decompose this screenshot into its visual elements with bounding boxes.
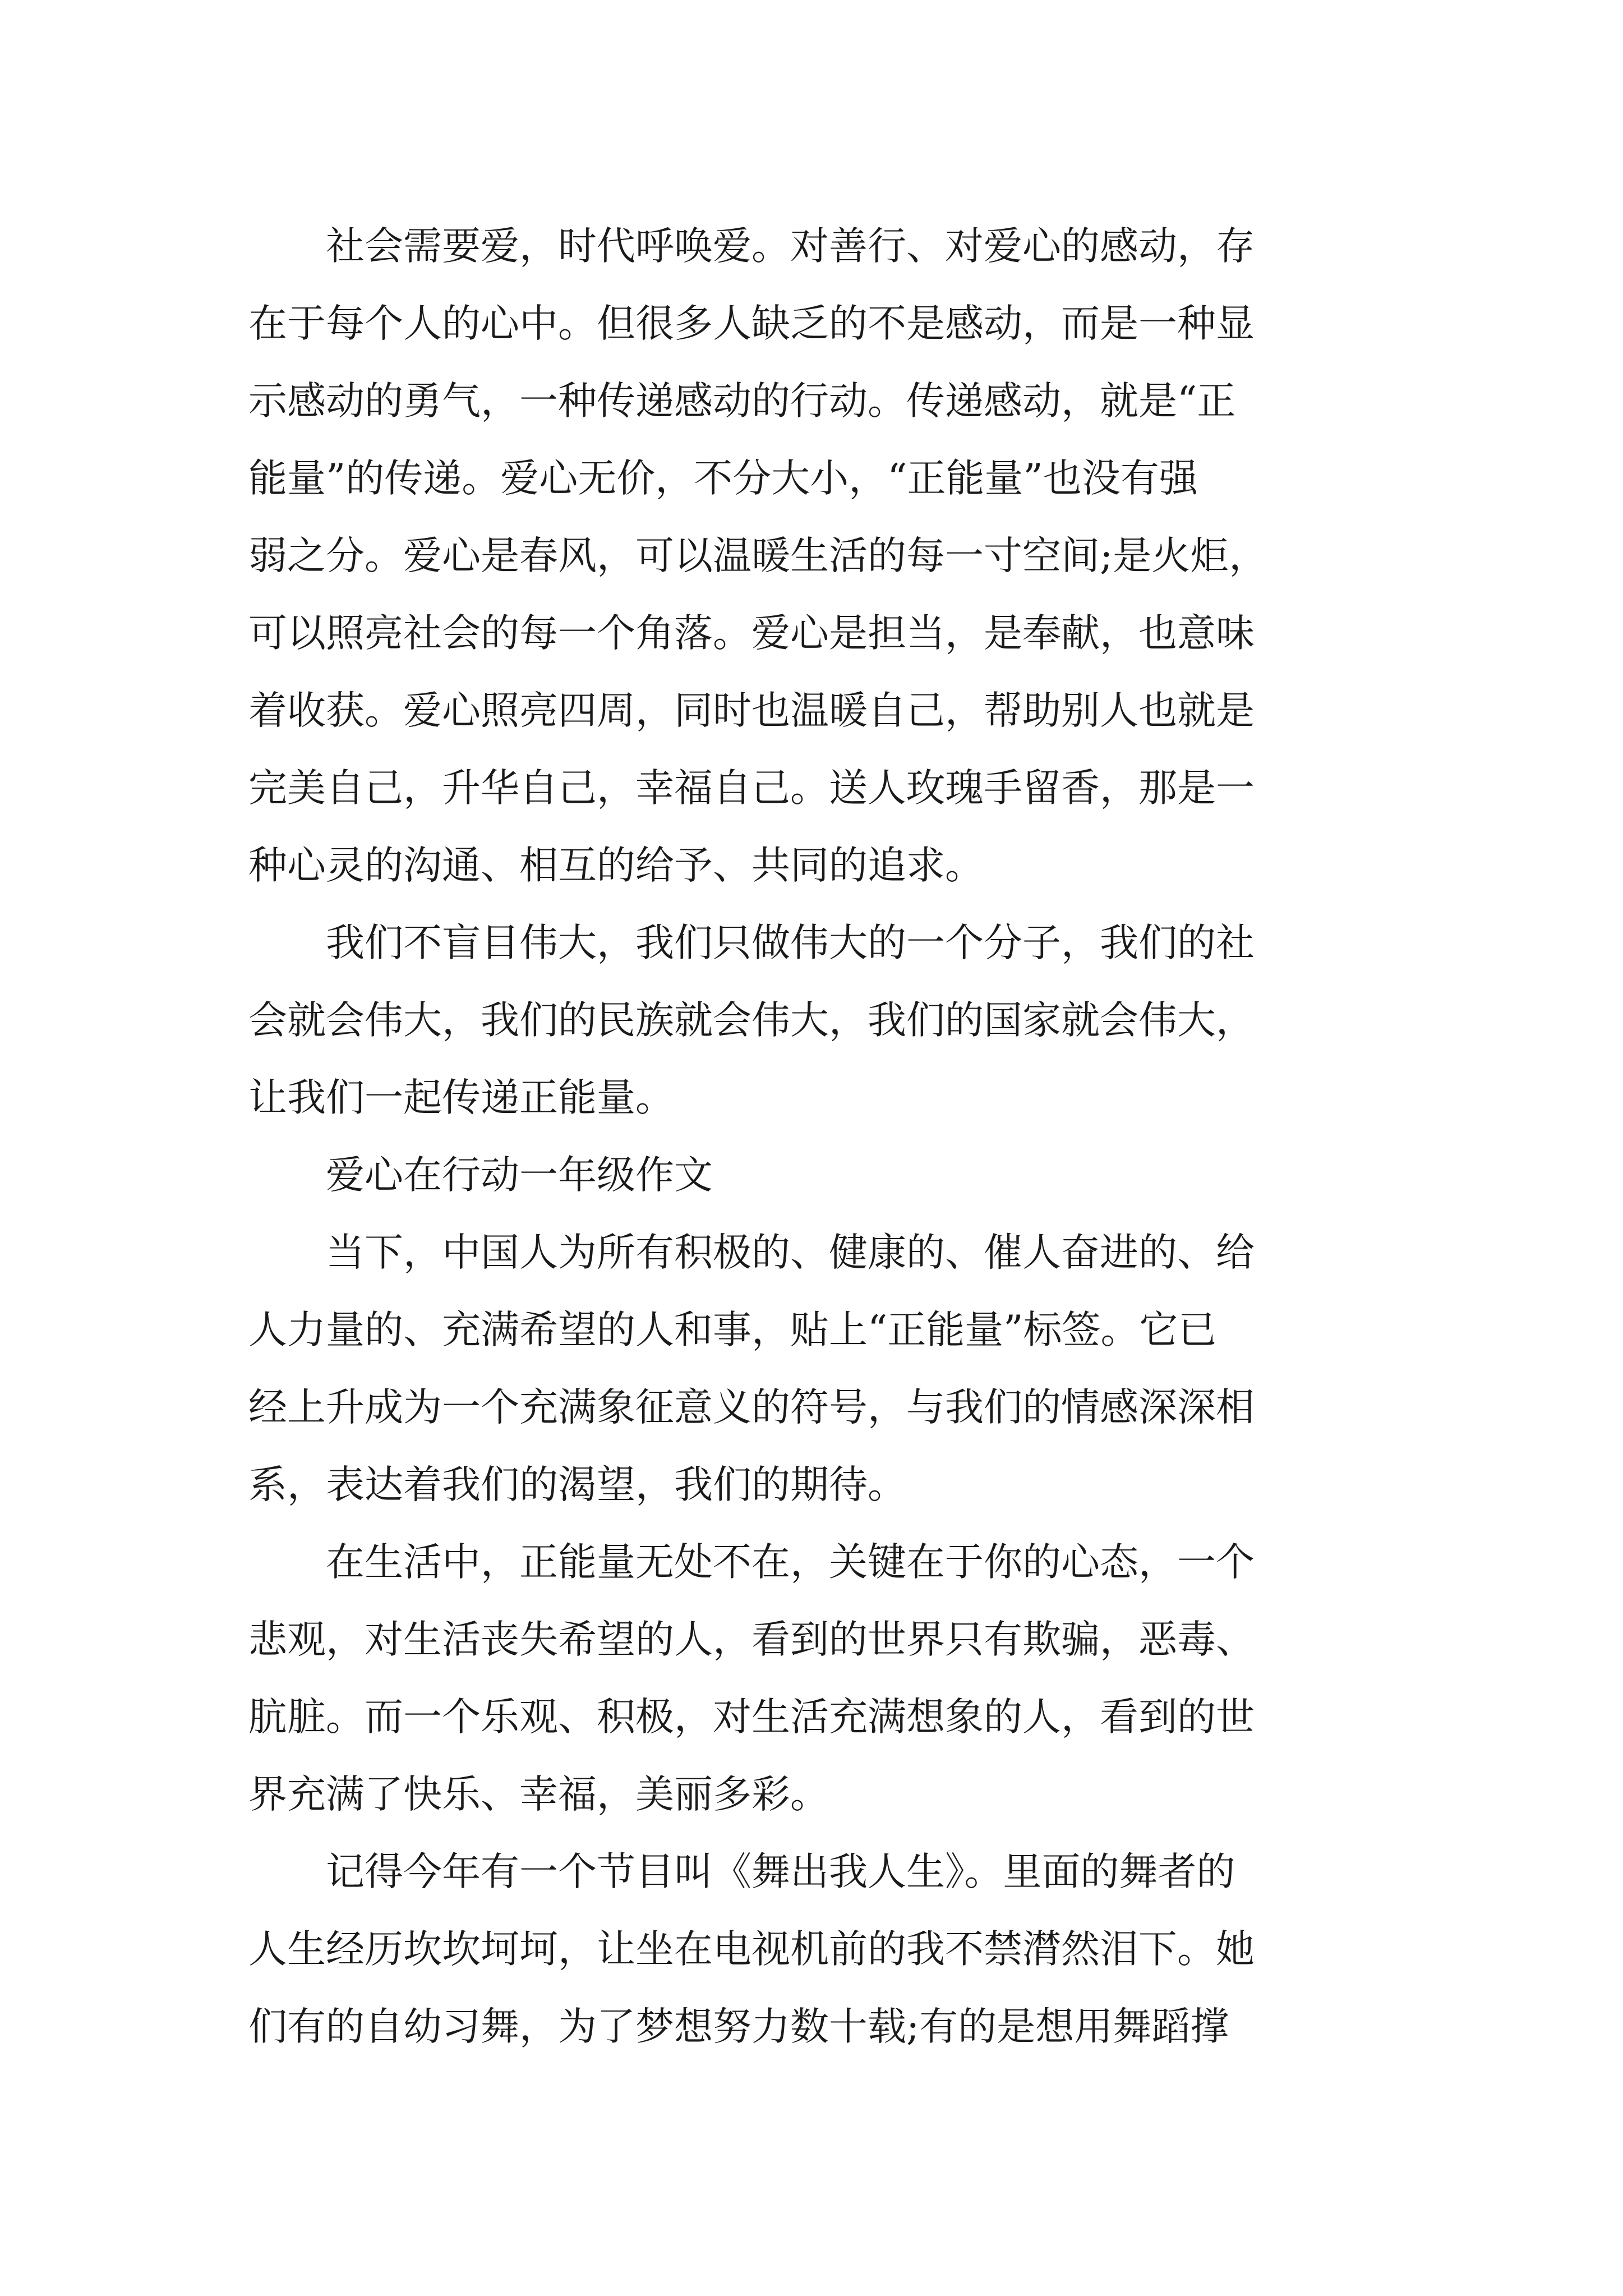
text-line: 记得今年有一个节目叫《舞出我人生》。里面的舞者的: [248, 1849, 1235, 1894]
text-line: 在于每个人的心中。但很多人缺乏的不是感动，而是一种显: [248, 301, 1255, 346]
text-line: 经上升成为一个充满象征意义的符号，与我们的情感深深相: [248, 1385, 1255, 1430]
text-line: 让我们一起传递正能量。: [248, 1075, 674, 1120]
text-line: 界充满了快乐、幸福，美丽多彩。: [248, 1772, 829, 1817]
text-line: 可以照亮社会的每一个角落。爱心是担当，是奉献，也意味: [248, 611, 1255, 656]
text-line: 着收获。爱心照亮四周，同时也温暖自己，帮助别人也就是: [248, 688, 1255, 733]
text-line: 当下，中国人为所有积极的、健康的、催人奋进的、给: [248, 1230, 1255, 1275]
text-line: 能量”的传递。爱心无价，不分大小，“正能量”也没有强: [248, 456, 1198, 501]
text-line: 社会需要爱，时代呼唤爱。对善行、对爱心的感动，存: [248, 224, 1255, 269]
text-line: 人力量的、充满希望的人和事，贴上“正能量”标签。它已: [248, 1308, 1217, 1352]
text-line: 悲观，对生活丧失希望的人，看到的世界只有欺骗，恶毒、: [248, 1617, 1255, 1662]
section-heading: 爱心在行动一年级作文: [248, 1153, 713, 1198]
text-line: 弱之分。爱心是春风，可以温暖生活的每一寸空间;是火炬，: [248, 533, 1268, 578]
text-line: 会就会伟大，我们的民族就会伟大，我们的国家就会伟大，: [248, 998, 1255, 1043]
text-line: 人生经历坎坎坷坷，让坐在电视机前的我不禁潸然泪下。她: [248, 1927, 1255, 1972]
text-line: 系，表达着我们的渴望，我们的期待。: [248, 1462, 906, 1507]
text-line: 我们不盲目伟大，我们只做伟大的一个分子，我们的社: [248, 921, 1255, 965]
text-line: 种心灵的沟通、相互的给予、共同的追求。: [248, 843, 984, 888]
article-body: [248, 208, 1387, 2065]
text-line: 示感动的勇气，一种传递感动的行动。传递感动，就是“正: [248, 379, 1236, 424]
text-line: 完美自己，升华自己，幸福自己。送人玫瑰手留香，那是一: [248, 766, 1255, 811]
text-line: 在生活中，正能量无处不在，关键在于你的心态，一个: [248, 1540, 1255, 1585]
text-line: 肮脏。而一个乐观、积极，对生活充满想象的人，看到的世: [248, 1695, 1255, 1740]
text-line: 们有的自幼习舞，为了梦想努力数十载;有的是想用舞蹈撑: [248, 2004, 1229, 2049]
